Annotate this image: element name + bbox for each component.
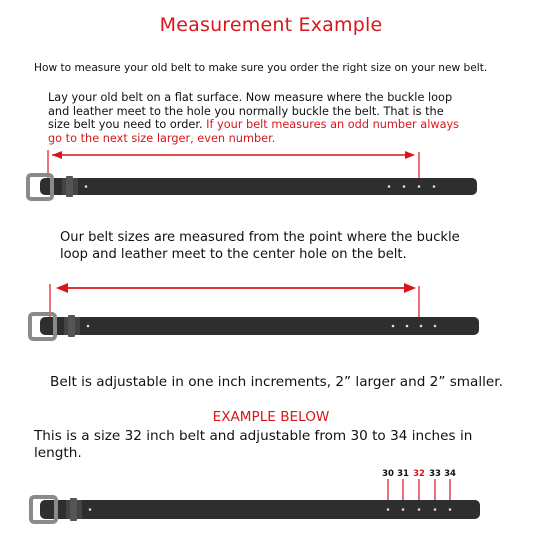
example-label: EXAMPLE BELOW (212, 409, 330, 425)
size-label-33: 33 (429, 469, 441, 479)
adjustable-note: Belt is adjustable in one inch increments, 2” larger and 2” smaller. (50, 374, 503, 390)
example-text: This is a size 32 inch belt and adjustable from 30 to 34 inches in length. (34, 428, 473, 461)
size-label-34: 34 (444, 469, 456, 479)
step1-highlight: If your belt measures an odd number always go to the next size larger, even number. (48, 118, 460, 145)
belt-1 (28, 175, 477, 199)
belt-diagram-1 (0, 140, 542, 210)
belt-diagram-2 (0, 276, 542, 346)
size-label-31: 31 (397, 469, 409, 479)
page-title: Measurement Example (159, 14, 383, 36)
size-label-30: 30 (382, 469, 394, 479)
measure-arrow-2 (50, 283, 419, 322)
belt-diagram-3 (0, 462, 542, 546)
step1-paragraph (48, 91, 468, 145)
step1-text: Lay your old belt on a flat surface. Now measure where the buckle loop and leather meet to the hole you normally buckle the belt. That is the size belt you need to order. (48, 91, 453, 131)
size-label-32: 32 (413, 469, 425, 479)
step2-paragraph: Our belt sizes are measured from the point where the buckle loop and leather meet to the center hole on the belt. (60, 230, 460, 262)
belt-3 (31, 497, 480, 522)
intro-text: How to measure your old belt to make sure you order the right size on your new belt. (34, 62, 488, 74)
belt-2 (30, 314, 479, 339)
